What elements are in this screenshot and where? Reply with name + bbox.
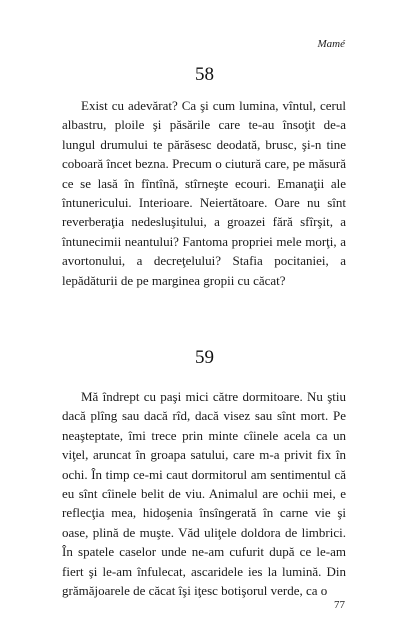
chapter-number-58: 58	[195, 64, 214, 85]
chapter-number-59: 59	[195, 347, 214, 368]
chapter-58-paragraph: Exist cu adevărat? Ca şi cum lumina, vîntul, cerul albastru, ploile şi păsările care te-au însoţit de-a lungul drumului te părăsesc deodată, brusc, şi-n tine coboară încet bezna. Precum o ciutură care, pe măsură ce se lasă în fîntînă, stîrneşte ecouri. Emanaţii ale întunericului. Interioare. Neiertătoare. Oare nu sînt reverberaţia nedesluşitului, a groazei fără sfîrşit, a întunecimii neantului? Fantoma propriei mele morţi, a avortonului, a decreţelului? Stafia pocitaniei, a lepădăturii de pe marginea gropii cu căcat?	[62, 98, 346, 288]
page-number: 77	[334, 599, 345, 611]
chapter-59-paragraph: Mă îndrept cu paşi mici către dormitoare. Nu ştiu dacă plîng sau dacă rîd, dacă visez sau sînt mort. Pe neaşteptate, îmi trece prin minte cîinele acela ca un viţel, aruncat în groapa satului, care m-a privit fix în ochi. În timp ce-mi caut dormitorul am sentimentul că eu sînt cîinele belit de viu. Animalul are ochii mei, e reflecţia mea, hidoşenia însîngerată în carne vie şi oase, plină de muşte. Văd uliţele doldora de limbrici. În spatele caselor unde ne-am cufurit după ce le-am fiert şi le-am înfulecat, ascaridele ies la lumină. Din grămăjoarele de căcat îşi iţesc botişorul verde, ca o	[62, 389, 346, 599]
running-header: Mamé	[317, 38, 345, 50]
